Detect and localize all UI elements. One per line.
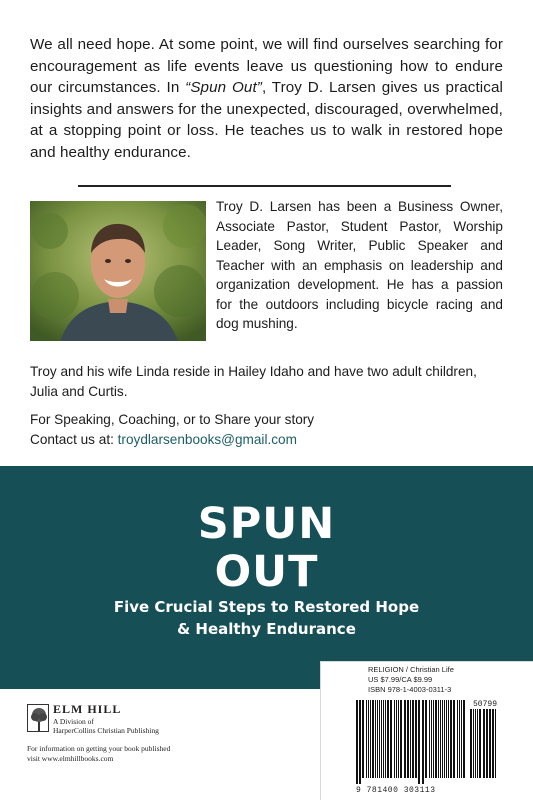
barcode-bar [473,709,474,778]
barcode-bar [489,709,491,778]
publisher-name: ELM HILL [53,702,122,716]
barcode-bar [381,700,382,778]
book-title [0,500,533,596]
barcode-bar [486,709,488,778]
contact-block [30,410,503,449]
barcode-bar [366,700,367,778]
barcode-bar [433,700,434,778]
barcode-bar [483,709,485,778]
barcode-bar [422,700,424,784]
publisher-info: For information on getting your book published [27,744,171,753]
isbn-barcode [356,700,466,784]
barcode-bar [362,700,364,778]
author-bio: Troy D. Larsen has been a Business Owner, Associate Pastor, Student Pastor, Worship Leader, Song Writer, Public Speaker and Teacher with an emphasis on leadership and organization development. He has a passion for the outdoors including bicycle racing and dog mushing. [216,199,503,331]
barcode-bar [385,700,386,778]
barcode-bar [431,700,432,778]
barcode-bar [412,700,414,778]
book-blurb [30,34,503,163]
publisher-division: A Division of [53,717,94,726]
book-subtitle [0,596,533,640]
barcode-bar [448,700,449,778]
barcode-bar [438,700,439,778]
addon-barcode [470,709,500,784]
barcode-bar [492,709,494,778]
barcode-bar [387,700,389,778]
barcode-bar [396,700,397,778]
divider-rule [78,185,451,187]
barcode-bar [495,709,496,778]
barcode-bar [477,709,478,778]
publisher-parent: HarperCollins Christian Publishing [53,726,159,735]
book-subtitle-line1: Five Crucial Steps to Restored Hope [113,598,420,616]
book-title-line2: OUT [214,547,319,597]
barcode-bar [368,700,369,778]
publisher-logo [27,704,49,732]
contact-prefix: Contact us at: [30,431,118,447]
barcode-bar [383,700,384,778]
barcode-bar [463,700,465,778]
publisher-website: visit www.elmhillbooks.com [27,754,114,763]
author-photo [30,201,206,341]
author-family: Troy and his wife Linda reside in Hailey Idaho and have two adult children, Julia and Curtis. [30,364,477,399]
barcode-bar [470,709,472,778]
barcode-bar [446,700,447,778]
barcode-bar [375,700,376,778]
price-addon-code: 50799 [473,700,498,709]
contact-email: troydlarsenbooks@gmail.com [117,431,297,447]
barcode-bar [404,700,406,778]
barcode-bar [475,709,476,778]
author-portrait-illustration [30,201,206,341]
blurb-part1: We all need hope. At some point, we will find ourselves searching for encouragement as life events leave us questioning how to endure our circumstances. In [30,36,503,96]
barcode-number: 9 781400 303113 [356,786,436,795]
barcode-bar [457,700,458,778]
barcode-bar [459,700,460,778]
barcode-bar [410,700,411,778]
contact-email-line [30,430,503,450]
barcode-bar [415,700,417,778]
barcode-bar [429,700,430,778]
contact-line: For Speaking, Coaching, or to Share your story [30,412,315,427]
barcode-bar [479,709,481,778]
blurb-part2: , Troy D. Larsen gives us practical insights and answers for the unexpected, discouraged, overwhelmed, at a stopping point or loss. He teaches us to walk in restored hope and healthy endurance. [30,79,503,161]
barcode-bar [461,700,462,778]
book-subtitle-line2: & Healthy Endurance [177,620,356,638]
barcode-bar [435,700,437,778]
barcode-bar [400,700,402,778]
barcode-bar [377,700,378,778]
barcode-bar [379,700,380,778]
barcode-bar [450,700,452,778]
book-price: US $7.99/CA $9.99 [368,675,433,684]
barcode-bar [370,700,371,778]
barcode-bar [442,700,443,778]
barcode-bar [394,700,395,778]
barcode-bar [444,700,445,778]
barcode-bar [418,700,420,784]
isbn-label: ISBN 978-1-4003-0311-3 [368,685,452,694]
book-title-line1: SPUN [197,499,336,549]
barcode-bar [407,700,409,778]
barcode-bar [453,700,455,778]
barcode-bar [440,700,441,778]
blurb-book-title: “Spun Out” [185,79,262,96]
barcode-bar [359,700,361,784]
barcode-bar [356,700,358,784]
bisac-category: RELIGION / Christian Life [368,665,454,674]
barcode-bar [398,700,399,778]
barcode-bar [425,700,427,778]
barcode-bar [372,700,374,778]
elm-tree-icon [28,705,50,733]
barcode-bar [390,700,392,778]
